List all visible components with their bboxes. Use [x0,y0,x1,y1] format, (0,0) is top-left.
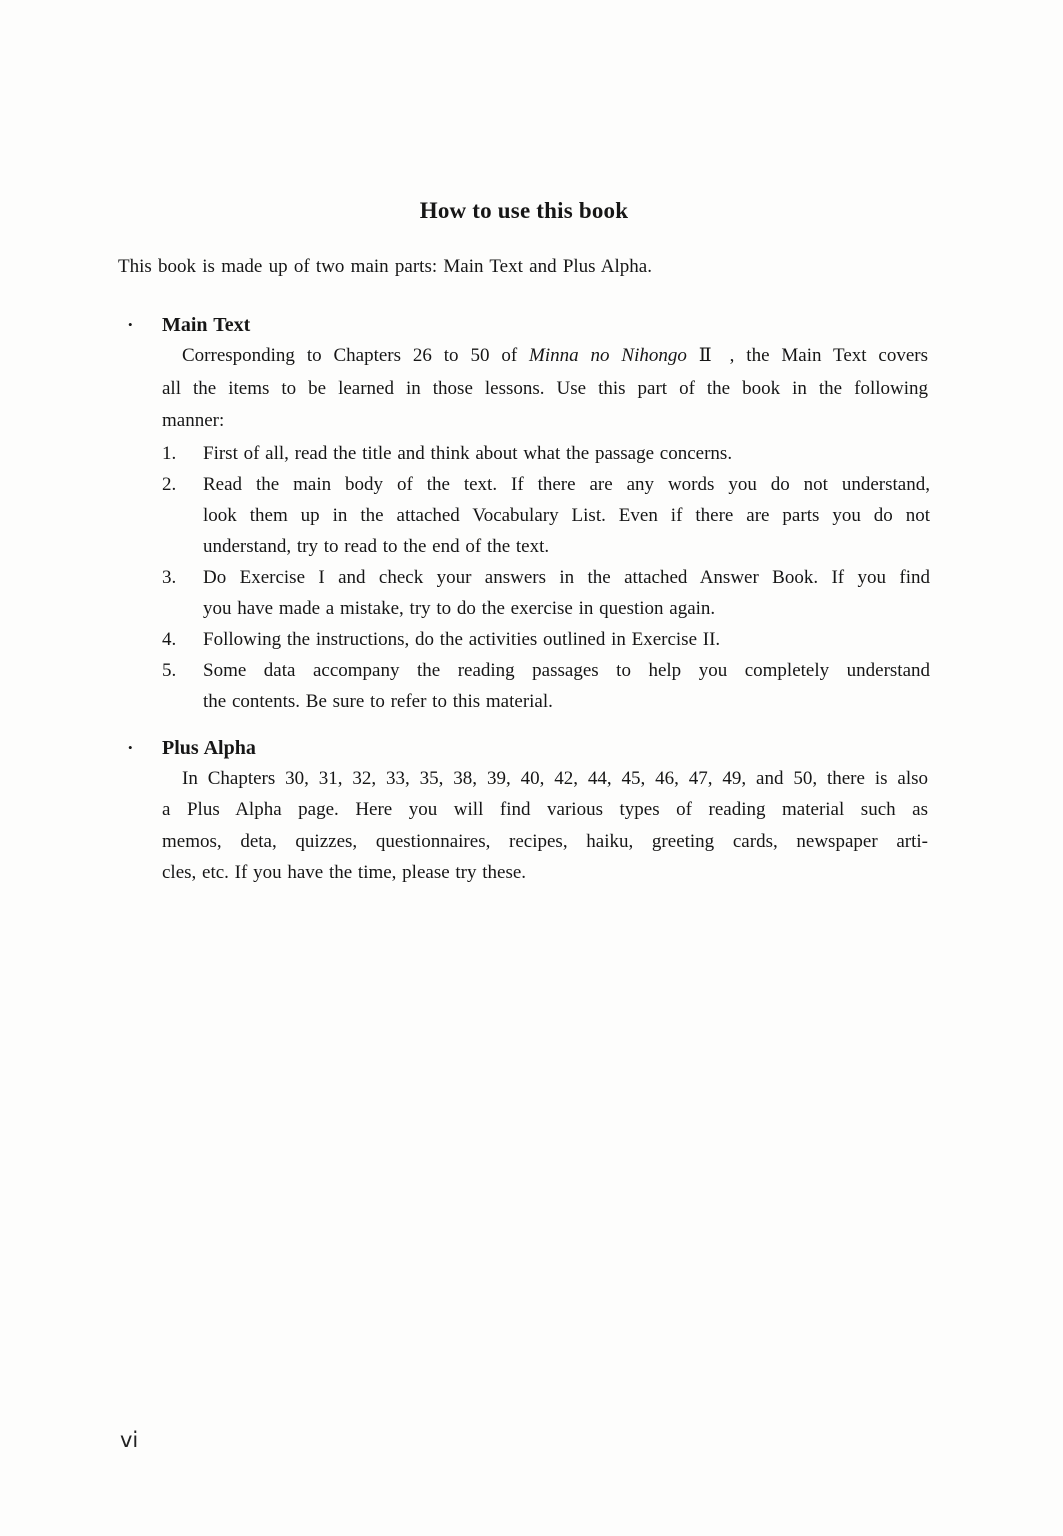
section-head-plus-alpha [118,733,930,763]
book-title-italic: Minna no Nihongo [529,345,687,366]
page-title: How to use this book [419,198,629,223]
paragraph-line: Following the instructions, do the activities outlined in Exercise II. [203,628,721,650]
paragraph-text: Ⅱ , the Main Text covers [686,345,928,366]
page-number: vi [120,1428,139,1452]
section-heading-main-text: Main Text [162,314,251,336]
list-item [162,438,930,469]
section-head-main-text [118,310,930,340]
list-item [162,655,930,717]
paragraph-line: all the items to be learned in those lessons. Use this part of the book in the following [162,377,928,399]
plus-alpha-paragraph [162,763,928,889]
list-item [162,624,930,655]
section-main-text [118,310,930,717]
bullet-icon: • [128,739,133,755]
intro-paragraph: This book is made up of two main parts: Main Text and Plus Alpha. [118,256,652,277]
list-item-number: 4. [162,628,177,650]
paragraph-line: In Chapters 30, 31, 32, 33, 35, 38, 39, 40, 42, 44, 45, 46, 47, 49, and 50, there is also [182,767,928,789]
paragraph-line: memos, deta, quizzes, questionnaires, recipes, haiku, greeting cards, newspaper arti- [162,830,928,852]
main-text-numbered-list [162,438,930,717]
paragraph-text: Corresponding to Chapters 26 to 50 of [182,345,530,366]
page-content [118,0,930,889]
paragraph-line: you have made a mistake, try to do the exercise in question again. [203,597,716,619]
main-text-paragraph [162,340,928,438]
paragraph-line: manner: [162,410,225,431]
paragraph-line: cles, etc. If you have the time, please try these. [162,862,527,883]
paragraph-line: First of all, read the title and think about what the passage concerns. [203,442,733,464]
list-item-number: 5. [162,659,177,681]
list-item-text [203,655,930,717]
list-item-number: 3. [162,566,177,588]
list-item-number: 1. [162,442,177,464]
paragraph-line: a Plus Alpha page. Here you will find various types of reading material such as [162,799,928,820]
paragraph-line: Some data accompany the reading passages to help you completely understand [203,659,930,681]
paragraph-line: the contents. Be sure to refer to this material. [203,690,553,712]
section-heading-plus-alpha: Plus Alpha [162,736,256,759]
list-item [162,562,930,624]
paragraph-line [162,340,928,373]
list-item-text [203,624,930,655]
list-item-text [203,562,930,624]
section-plus-alpha [118,733,930,889]
list-item [162,469,930,562]
bullet-icon: • [128,317,133,332]
paragraph-line: Do Exercise I and check your answers in the attached Answer Book. If you find [203,566,930,588]
paragraph-line: understand, try to read to the end of the text. [203,535,550,557]
list-item-number: 2. [162,473,177,495]
list-item-text [203,438,930,469]
list-item-text [203,469,930,562]
paragraph-line: look them up in the attached Vocabulary List. Even if there are parts you do not [203,504,930,526]
paragraph-line: Read the main body of the text. If there are any words you do not understand, [203,473,930,495]
